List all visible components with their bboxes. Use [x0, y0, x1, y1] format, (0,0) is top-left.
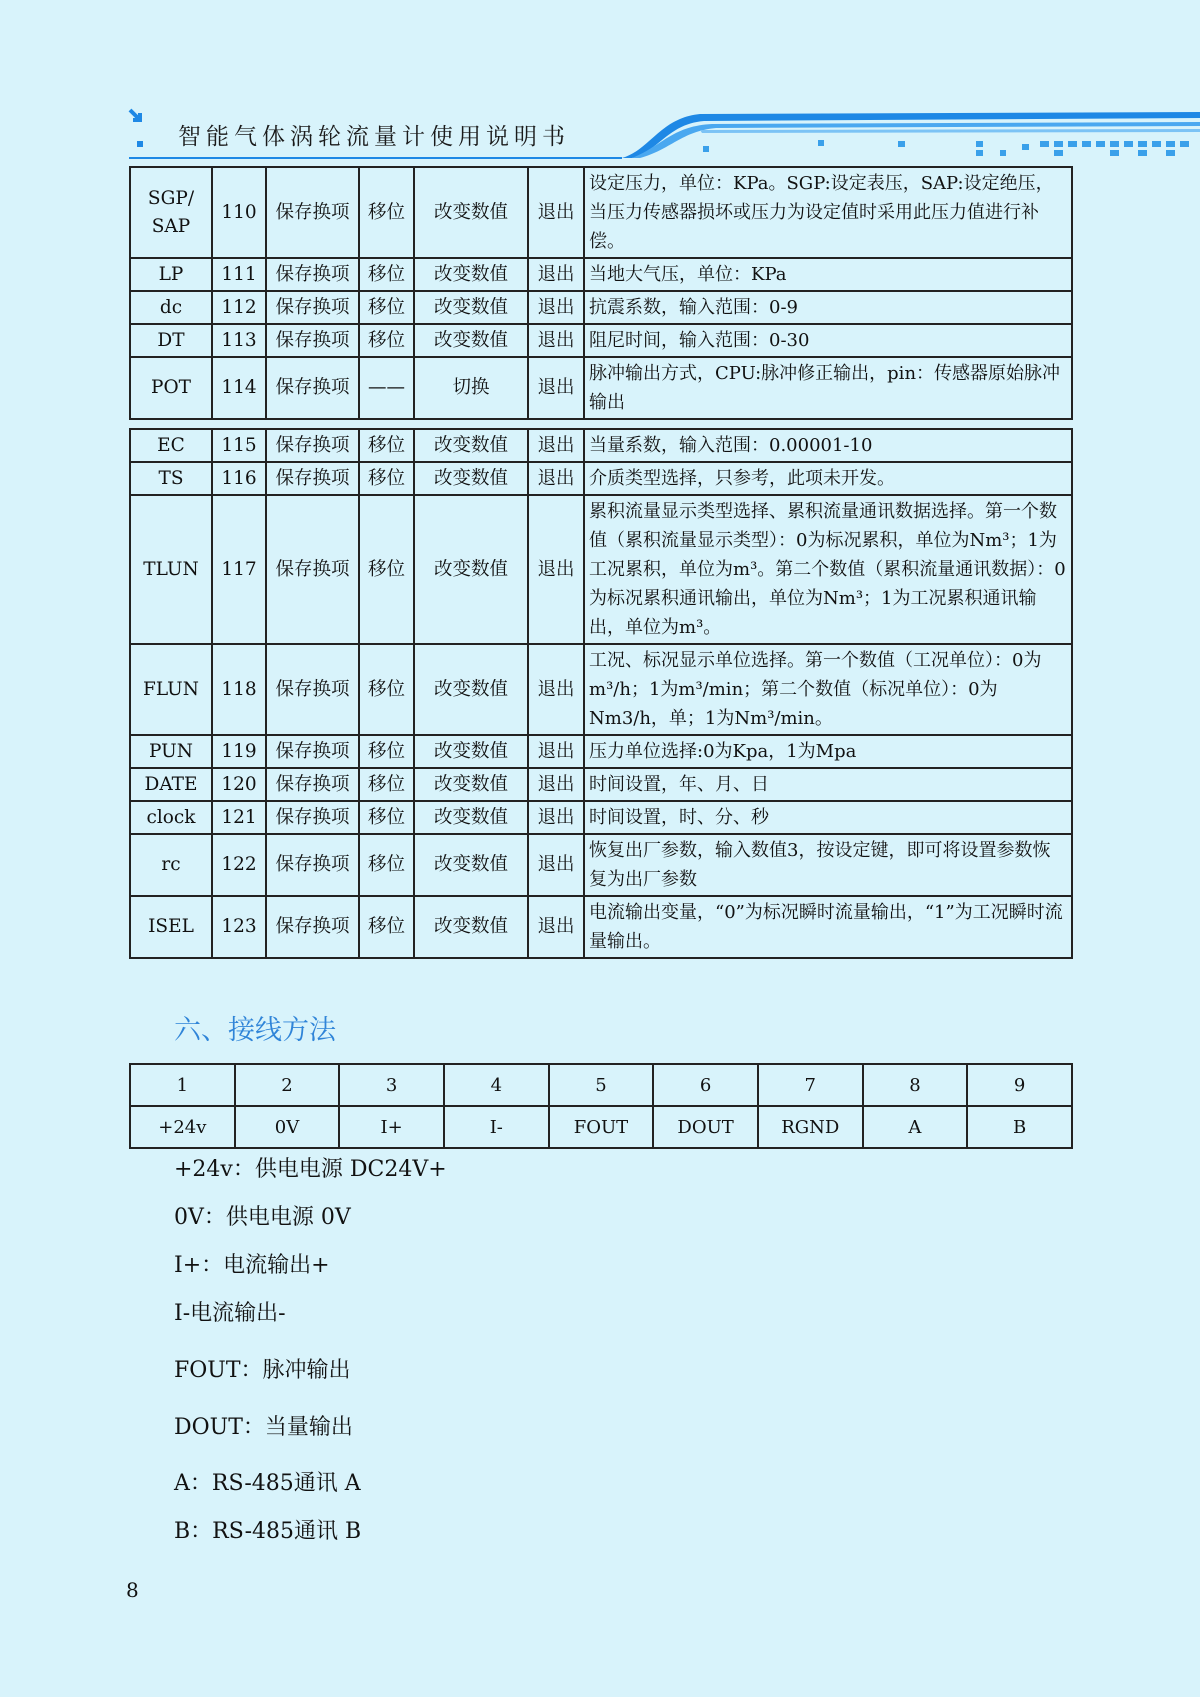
- table-row: [130, 495, 1072, 644]
- note-a: A：RS-485通讯 A: [174, 1471, 361, 1496]
- key1-action-cell: 保存换项: [266, 644, 359, 735]
- pin-number-cell: 4: [444, 1064, 549, 1106]
- table-row: [130, 735, 1072, 768]
- param-number-cell: 119: [212, 735, 266, 768]
- param-number-cell: 123: [212, 896, 266, 958]
- key1-action-cell: 保存换项: [266, 768, 359, 801]
- param-number-cell: 116: [212, 462, 266, 495]
- param-code-cell: DATE: [130, 768, 212, 801]
- param-code-cell: DT: [130, 324, 212, 357]
- key2-action-cell: 移位: [359, 291, 414, 324]
- key2-action-cell: 移位: [359, 644, 414, 735]
- key3-action-cell: 改变数值: [414, 644, 528, 735]
- key1-action-cell: 保存换项: [266, 801, 359, 834]
- table-row: [130, 644, 1072, 735]
- key1-action-cell: 保存换项: [266, 462, 359, 495]
- key2-action-cell: 移位: [359, 324, 414, 357]
- key1-action-cell: 保存换项: [266, 258, 359, 291]
- signal-name-cell: FOUT: [549, 1106, 654, 1148]
- param-number-cell: 120: [212, 768, 266, 801]
- key2-action-cell: 移位: [359, 735, 414, 768]
- key3-action-cell: 改变数值: [414, 462, 528, 495]
- key2-action-cell: 移位: [359, 462, 414, 495]
- table-row: [130, 768, 1072, 801]
- parameter-table-2: [129, 428, 1073, 959]
- pin-number-cell: 9: [967, 1064, 1072, 1106]
- param-number-cell: 122: [212, 834, 266, 896]
- key2-action-cell: ——: [359, 357, 414, 419]
- key4-action-cell: 退出: [528, 495, 584, 644]
- signal-name-cell: I+: [339, 1106, 444, 1148]
- note-dout: DOUT：当量输出: [174, 1415, 353, 1440]
- pin-number-cell: 7: [758, 1064, 863, 1106]
- key4-action-cell: 退出: [528, 291, 584, 324]
- signal-name-cell: I-: [444, 1106, 549, 1148]
- key2-action-cell: 移位: [359, 495, 414, 644]
- key4-action-cell: 退出: [528, 644, 584, 735]
- key3-action-cell: 改变数值: [414, 429, 528, 462]
- key4-action-cell: 退出: [528, 834, 584, 896]
- key4-action-cell: 退出: [528, 896, 584, 958]
- signal-name-cell: A: [863, 1106, 968, 1148]
- param-code-cell: POT: [130, 357, 212, 419]
- param-code-cell: clock: [130, 801, 212, 834]
- key3-action-cell: 改变数值: [414, 768, 528, 801]
- param-code-cell: PUN: [130, 735, 212, 768]
- table-row: [130, 429, 1072, 462]
- section-heading-wiring: 六、接线方法: [174, 1015, 336, 1046]
- param-number-cell: 110: [212, 167, 266, 258]
- note-i-minus: I-电流输出-: [174, 1301, 286, 1326]
- key1-action-cell: 保存换项: [266, 291, 359, 324]
- param-number-cell: 111: [212, 258, 266, 291]
- pin-number-cell: 2: [235, 1064, 340, 1106]
- param-description-cell: 电流输出变量，“0”为标况瞬时流量输出，“1”为工况瞬时流量输出。: [584, 896, 1072, 958]
- param-code-cell: rc: [130, 834, 212, 896]
- key3-action-cell: 改变数值: [414, 167, 528, 258]
- key2-action-cell: 移位: [359, 167, 414, 258]
- signal-row: [130, 1106, 1072, 1148]
- param-description-cell: 脉冲输出方式，CPU:脉冲修正输出，pin：传感器原始脉冲输出: [584, 357, 1072, 419]
- param-description-cell: 工况、标况显示单位选择。第一个数值（工况单位）：0为m³/h；1为m³/min；第二个数值（标况单位）：0为Nm3/h，单；1为Nm³/min。: [584, 644, 1072, 735]
- table-row: [130, 896, 1072, 958]
- param-number-cell: 113: [212, 324, 266, 357]
- signal-name-cell: RGND: [758, 1106, 863, 1148]
- pin-number-cell: 5: [549, 1064, 654, 1106]
- key3-action-cell: 改变数值: [414, 735, 528, 768]
- key2-action-cell: 移位: [359, 801, 414, 834]
- table-row: [130, 324, 1072, 357]
- param-description-cell: 时间设置，时、分、秒: [584, 801, 1072, 834]
- key2-action-cell: 移位: [359, 834, 414, 896]
- table-row: [130, 258, 1072, 291]
- note-fout: FOUT：脉冲输出: [174, 1358, 351, 1383]
- key3-action-cell: 改变数值: [414, 324, 528, 357]
- table-row: [130, 167, 1072, 258]
- page-header: [0, 0, 1200, 165]
- param-number-cell: 118: [212, 644, 266, 735]
- signal-name-cell: 0V: [235, 1106, 340, 1148]
- key4-action-cell: 退出: [528, 735, 584, 768]
- param-description-cell: 恢复出厂参数，输入数值3，按设定键，即可将设置参数恢复为出厂参数: [584, 834, 1072, 896]
- key3-action-cell: 切换: [414, 357, 528, 419]
- key2-action-cell: 移位: [359, 896, 414, 958]
- param-code-cell: LP: [130, 258, 212, 291]
- key1-action-cell: 保存换项: [266, 896, 359, 958]
- pin-number-row: [130, 1064, 1072, 1106]
- key4-action-cell: 退出: [528, 258, 584, 291]
- param-description-cell: 当量系数，输入范围：0.00001-10: [584, 429, 1072, 462]
- table-row: [130, 834, 1072, 896]
- key4-action-cell: 退出: [528, 167, 584, 258]
- key1-action-cell: 保存换项: [266, 834, 359, 896]
- signal-name-cell: +24v: [130, 1106, 235, 1148]
- param-description-cell: 当地大气压，单位：KPa: [584, 258, 1072, 291]
- key1-action-cell: 保存换项: [266, 357, 359, 419]
- key4-action-cell: 退出: [528, 462, 584, 495]
- key2-action-cell: 移位: [359, 768, 414, 801]
- note-b: B：RS-485通讯 B: [174, 1519, 362, 1544]
- param-number-cell: 121: [212, 801, 266, 834]
- key3-action-cell: 改变数值: [414, 258, 528, 291]
- key1-action-cell: 保存换项: [266, 167, 359, 258]
- pin-number-cell: 6: [653, 1064, 758, 1106]
- parameter-table-1: [129, 166, 1073, 420]
- param-code-cell: dc: [130, 291, 212, 324]
- key1-action-cell: 保存换项: [266, 324, 359, 357]
- param-description-cell: 累积流量显示类型选择、累积流量通讯数据选择。第一个数值（累积流量显示类型）：0为标况累积，单位为Nm³；1为工况累积，单位为m³。第二个数值（累积流量通讯数据）：0为标况累积通讯输出，单位为Nm³；1为工况累积通讯输出，单位为m³。: [584, 495, 1072, 644]
- table-row: [130, 357, 1072, 419]
- pin-number-cell: 1: [130, 1064, 235, 1106]
- key4-action-cell: 退出: [528, 324, 584, 357]
- param-code-cell: TLUN: [130, 495, 212, 644]
- note-i-plus: I+：电流输出+: [174, 1253, 330, 1278]
- key3-action-cell: 改变数值: [414, 495, 528, 644]
- document-title: 智能气体涡轮流量计使用说明书: [178, 124, 570, 150]
- table-row: [130, 801, 1072, 834]
- key1-action-cell: 保存换项: [266, 735, 359, 768]
- key4-action-cell: 退出: [528, 768, 584, 801]
- table-row: [130, 291, 1072, 324]
- key2-action-cell: 移位: [359, 429, 414, 462]
- key1-action-cell: 保存换项: [266, 495, 359, 644]
- param-description-cell: 抗震系数，输入范围：0-9: [584, 291, 1072, 324]
- key3-action-cell: 改变数值: [414, 896, 528, 958]
- param-code-cell: FLUN: [130, 644, 212, 735]
- param-description-cell: 压力单位选择:0为Kpa，1为Mpa: [584, 735, 1072, 768]
- param-number-cell: 117: [212, 495, 266, 644]
- param-description-cell: 介质类型选择，只参考，此项未开发。: [584, 462, 1072, 495]
- param-code-cell: SGP/ SAP: [130, 167, 212, 258]
- param-number-cell: 114: [212, 357, 266, 419]
- param-code-cell: EC: [130, 429, 212, 462]
- param-code-cell: ISEL: [130, 896, 212, 958]
- key3-action-cell: 改变数值: [414, 834, 528, 896]
- note-24v: +24v：供电电源 DC24V+: [174, 1157, 447, 1182]
- param-description-cell: 阻尼时间，输入范围：0-30: [584, 324, 1072, 357]
- pin-number-cell: 8: [863, 1064, 968, 1106]
- key2-action-cell: 移位: [359, 258, 414, 291]
- wiring-table: [129, 1063, 1073, 1149]
- param-number-cell: 112: [212, 291, 266, 324]
- param-code-cell: TS: [130, 462, 212, 495]
- pin-number-cell: 3: [339, 1064, 444, 1106]
- table-row: [130, 462, 1072, 495]
- key4-action-cell: 退出: [528, 429, 584, 462]
- key3-action-cell: 改变数值: [414, 801, 528, 834]
- signal-name-cell: B: [967, 1106, 1072, 1148]
- note-0v: 0V：供电电源 0V: [174, 1205, 351, 1230]
- key3-action-cell: 改变数值: [414, 291, 528, 324]
- arrow-icon: [130, 110, 143, 147]
- page-number: 8: [126, 1578, 139, 1602]
- key4-action-cell: 退出: [528, 357, 584, 419]
- signal-name-cell: DOUT: [653, 1106, 758, 1148]
- param-number-cell: 115: [212, 429, 266, 462]
- key1-action-cell: 保存换项: [266, 429, 359, 462]
- param-description-cell: 设定压力，单位：KPa。SGP:设定表压，SAP:设定绝压，当压力传感器损坏或压力为设定值时采用此压力值进行补偿。: [584, 167, 1072, 258]
- key4-action-cell: 退出: [528, 801, 584, 834]
- param-description-cell: 时间设置，年、月、日: [584, 768, 1072, 801]
